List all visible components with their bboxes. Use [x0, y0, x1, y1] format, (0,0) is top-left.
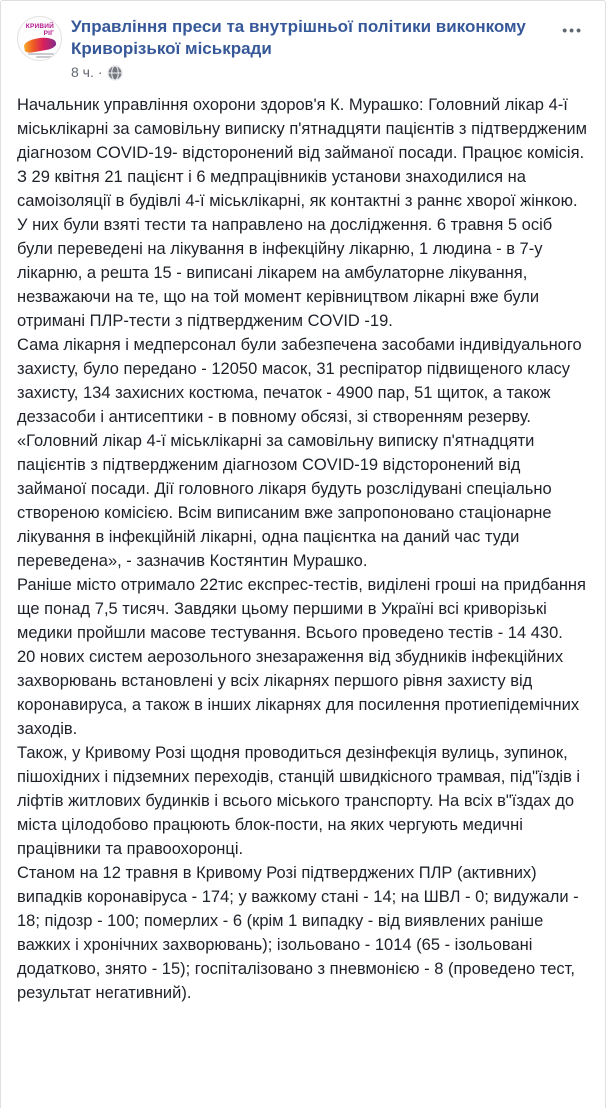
post-body: [1, 87, 605, 1023]
post-timestamp[interactable]: 8 ч.: [71, 64, 94, 80]
avatar-logo-swoosh: [23, 35, 57, 53]
avatar-logo-tagline: [28, 53, 54, 59]
post-paragraph: Станом на 12 травня в Кривому Розі підтверджених ПЛР (активних) випадків коронавіруса - 174; у важкому стані - 14; на ШВЛ - 0; видужали - 18; підозр - 100; померлих - 6 (крім 1 випадку - від виявлених раніше важких і хронічних захворювань); ізольовано - 1014 (65 - ізольовані додатково, знято - 15); госпіталізовано з пневмонією - 8 (проведено тест, результат негативний).: [17, 864, 584, 1002]
post-paragraph: Раніше місто отримало 22тис експрес-тестів, виділені гроші на придбання ще понад 7,5 тисяч. Завдяки цьому першими в Україні всі криворізькі медики пройшли масове тестування. Всього проведено тестів - 14 430.: [17, 576, 591, 642]
post-paragraph: Сама лікарня і медперсонал були забезпечена засобами індивідуального захисту, було передано - 12050 масок, 31 респіратор підвищеного класу захисту, 134 захисних костюма, печаток - 4900 пар, 51 щиток, а також деззасоби і антисептики - в повному обсязі, зі створенням резерву.: [17, 336, 587, 426]
globe-icon: [107, 65, 123, 81]
more-options-icon: •••: [562, 22, 583, 38]
more-options-button[interactable]: [556, 21, 589, 39]
post-paragraph: 20 нових систем аерозольного знезараження від збудників інфекційних захворювань встановлені у всіх лікарнях першого рівня захисту від коронавируса, а також в інших лікарнях для посилення протиепідемічних заходів.: [17, 648, 584, 738]
avatar-logo-text-line2: РІГ: [43, 30, 54, 37]
post-header: [1, 1, 605, 87]
avatar-logo-text-line1: КРИВИЙ: [25, 23, 54, 30]
page-name-link[interactable]: Управління преси та внутрішньої політики виконкому Криворізької міськради: [71, 17, 526, 58]
post-paragraph: Начальник управління охорони здоров'я К. Мурашко: Головний лікар 4-ї міськлікарні за самовільну виписку п'ятнадцяти пацієнтів з підтвердженим діагнозом COVID-19- відсторонений від займаної посади. Працює комісія.: [17, 96, 592, 162]
meta-separator: ·: [97, 64, 103, 80]
post-paragraph: «Головний лікар 4-ї міськлікарні за самовільну виписку п'ятнадцяти пацієнтів з підтвердженим діагнозом COVID-19 відсторонений від займаної посади. Дії головного лікаря будуть розслідувані спеціально створеною комісією. Всім виписаним вже запропоновано стаціонарне лікування в інфекційній лікарні, одна пацієнтка на даний час туди переведена», - зазначив Костянтин Мурашко.: [17, 432, 557, 570]
post-header-text: [71, 16, 589, 81]
post-paragraph: З 29 квітня 21 пацієнт і 6 медпрацівників установи знаходилися на самоізоляції в будівлі 4-ї міськлікарні, як контактні з раннє хворої жінкою. У них були взяті тести та направлено на дослідження. 6 травня 5 осіб були переведені на лікування в інфекційну лікарню, 1 людина - в 7-у лікарню, а решта 15 - виписані лікарем на амбулаторне лікування, незважаючи на те, що на той момент керівництвом лікарні вже були отримані ПЛР-тести з підтвердженим COVID -19.: [17, 168, 583, 330]
page-avatar[interactable]: [17, 16, 62, 61]
post-paragraph: Також, у Кривому Розі щодня проводиться дезінфекція вулиць, зупинок, пішохідних і підземних переходів, станцій швидкісного трамвая, під"їздів і ліфтів житлових будинків і всього міського транспорту. На всіх в"їздах до міста цілодобово працюють блок-пости, на яких чергують медичні працівники та правоохоронці.: [17, 744, 585, 858]
post-meta: [71, 64, 545, 81]
avatar-logo-text: [26, 23, 54, 37]
